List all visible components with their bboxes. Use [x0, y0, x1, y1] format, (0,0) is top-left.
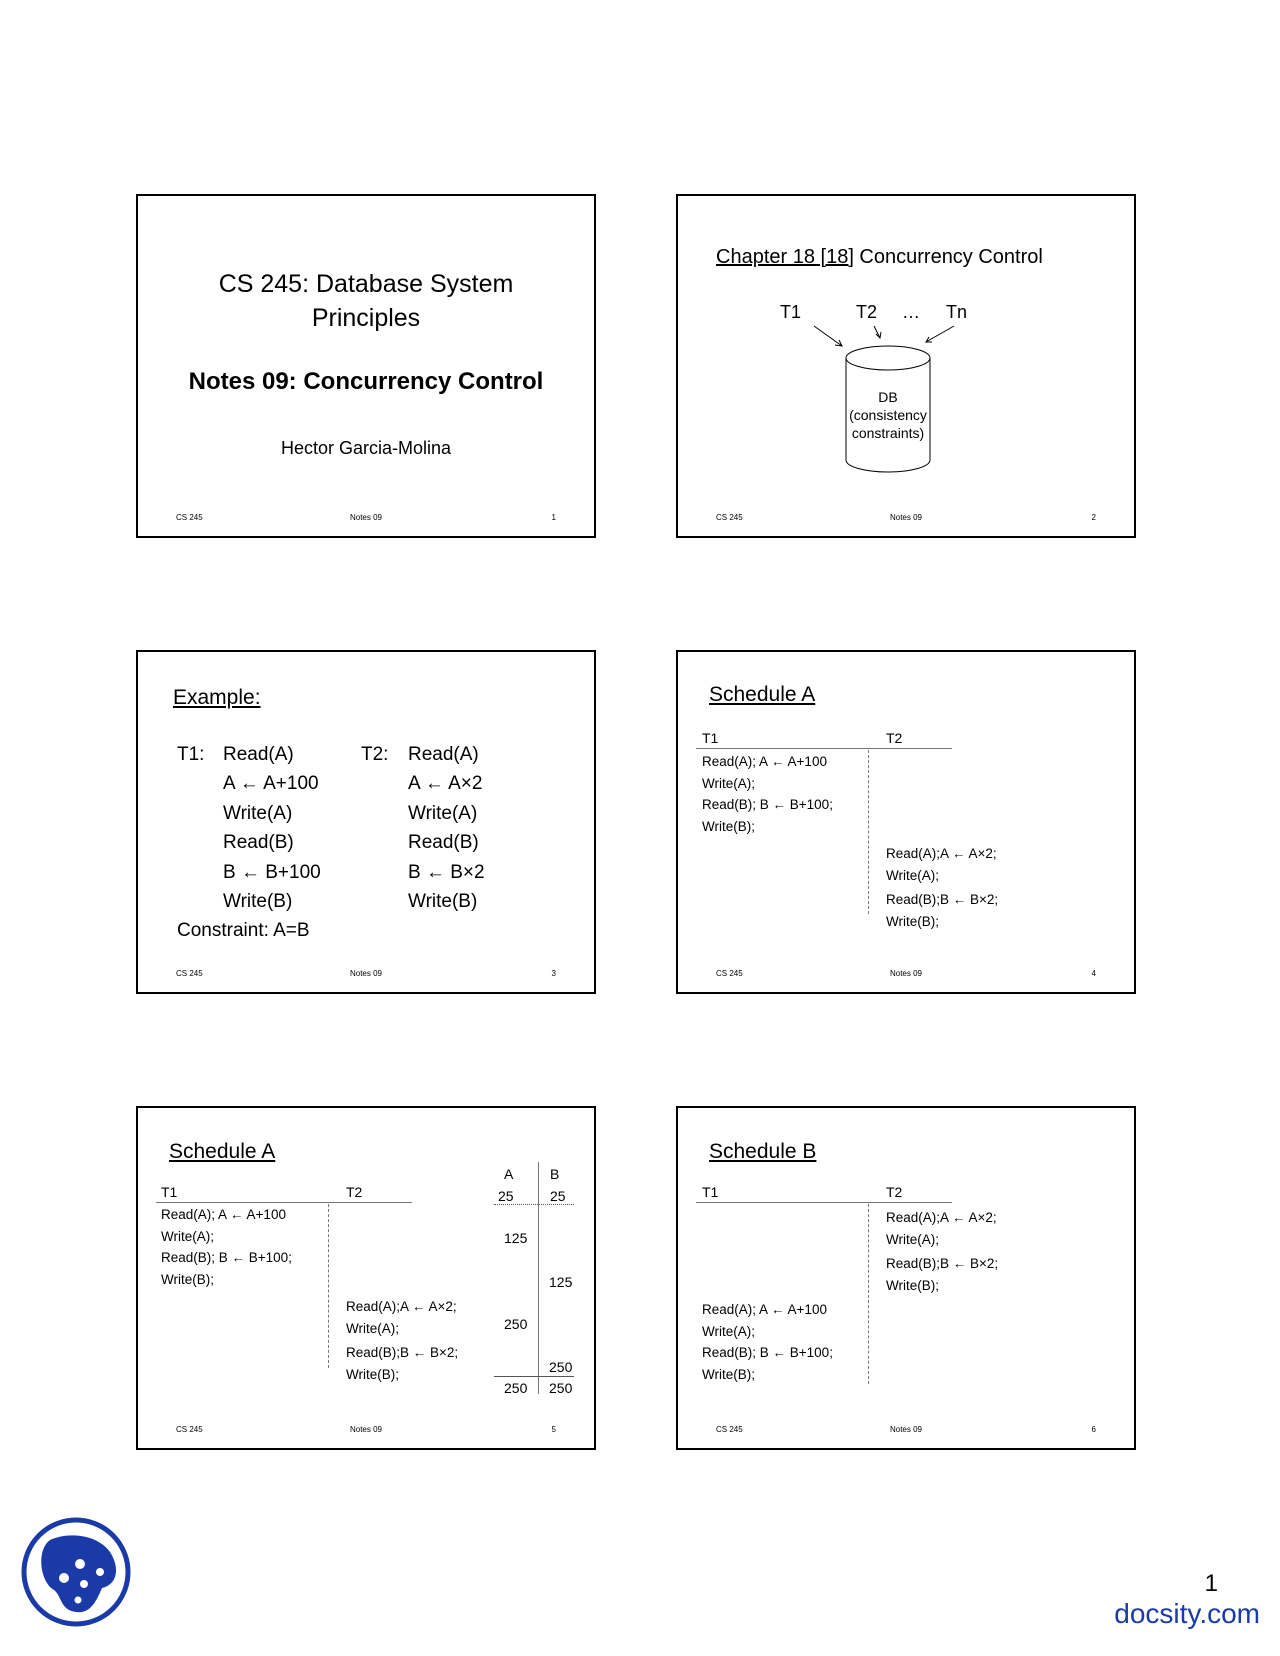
slide-5-final-b: 250	[549, 1380, 573, 1396]
slide-5-title: Schedule A	[169, 1140, 276, 1163]
slide-3-t2-label: T2:	[361, 744, 389, 765]
slide-2-diagram	[678, 196, 1138, 540]
slide-3	[136, 650, 596, 994]
t2-op: Write(B);	[346, 1366, 399, 1382]
slide-5-footer-left: CS 245	[176, 1425, 203, 1434]
t2-op: Read(A);A ← A×2;	[886, 1210, 997, 1225]
slide-2-dots: …	[902, 302, 920, 322]
t2-op: Read(A);A ← A×2;	[346, 1299, 457, 1314]
slide-6-col-t1: T1	[702, 1184, 719, 1200]
slide-4-column-divider	[868, 750, 869, 914]
slide-2-tn: Tn	[946, 302, 968, 322]
slide-5-a-after-t1: 125	[504, 1230, 528, 1246]
t2-op: A ← A×2	[408, 773, 483, 795]
t2-op: Write(B);	[886, 1277, 939, 1293]
slide-1-footer-right: 1	[551, 513, 556, 522]
arrow-tn-icon	[926, 326, 954, 342]
slide-6-footer-center: Notes 09	[889, 1425, 923, 1434]
slide-2-t1: T1	[780, 302, 802, 322]
t1-op: Write(A);	[161, 1228, 214, 1244]
slide-3-t1-label: T1:	[177, 744, 205, 765]
slide-4-header-rule	[696, 748, 952, 749]
slide-1-subtitle: Notes 09: Concurrency Control	[188, 368, 544, 395]
slide-2-db-line1: DB	[878, 389, 898, 405]
slide-6-t2-ops	[886, 1207, 998, 1296]
slide-5-a-after-t2: 250	[504, 1316, 528, 1332]
t1-op: B ← B+100	[223, 861, 321, 883]
slide-2-db-line2: (consistency	[849, 407, 927, 423]
t1-op: Read(B); B ← B+100;	[702, 1345, 833, 1361]
t2-op: Read(B)	[408, 832, 479, 854]
slide-6-column-divider	[868, 1204, 869, 1384]
slide-5-column-divider	[328, 1204, 329, 1368]
slide-6	[676, 1106, 1136, 1450]
t1-op: Read(A); A ← A+100	[702, 754, 827, 769]
slide-3-title: Example:	[173, 686, 261, 709]
slide-5-init-a: 25	[498, 1188, 514, 1204]
slide-2-title-chapter: Chapter 18 [18]	[716, 246, 854, 268]
t1-op: Write(B)	[223, 891, 293, 913]
t2-op: Write(B)	[408, 891, 478, 913]
slide-2-db-line3: constraints)	[851, 425, 925, 441]
slide-1-title-line2: Principles	[311, 304, 421, 332]
t2-op: Read(B);B ← B×2;	[886, 1256, 999, 1272]
slide-5-final-a: 250	[504, 1380, 528, 1396]
t2-op: B ← B×2	[408, 861, 485, 883]
slide-5-t1-ops	[161, 1204, 292, 1290]
arrow-t2-icon	[874, 326, 881, 338]
t2-op: Read(A)	[408, 744, 479, 765]
slide-4-footer-center: Notes 09	[889, 969, 923, 978]
page-number: 1	[1204, 1570, 1218, 1597]
slide-6-t1-ops	[702, 1299, 833, 1385]
slide-5-final-rule	[494, 1376, 574, 1377]
t1-op: Read(A)	[223, 744, 294, 765]
slide-4	[676, 650, 1136, 994]
t1-op: Read(A); A ← A+100	[161, 1207, 286, 1222]
slide-5-footer-right: 5	[551, 1425, 556, 1434]
brand-name[interactable]: docsity.com	[1114, 1598, 1260, 1629]
slide-4-title: Schedule A	[709, 683, 816, 706]
slide-5-init-b: 25	[550, 1188, 566, 1204]
slide-3-constraint: Constraint: A=B	[177, 920, 310, 941]
slide-5-col-t2: T2	[346, 1184, 363, 1200]
t1-op: Read(A); A ← A+100	[702, 1302, 827, 1317]
slide-4-col-t1: T1	[702, 730, 719, 746]
slide-5	[136, 1106, 596, 1450]
slide-5-b-after-t1: 125	[549, 1274, 573, 1290]
slide-4-footer-left: CS 245	[716, 969, 743, 978]
slide-5-init-rule	[494, 1204, 574, 1205]
slide-2-footer-center: Notes 09	[889, 513, 923, 522]
t1-op: Write(A)	[223, 802, 293, 824]
t2-op: Write(A);	[886, 867, 939, 883]
t1-op: Write(A);	[702, 775, 755, 791]
t1-op: Read(B)	[223, 832, 294, 854]
arrow-t1-icon	[814, 326, 842, 346]
t2-op: Write(A);	[886, 1231, 939, 1247]
t2-op: Read(A);A ← A×2;	[886, 846, 997, 861]
slide-2-title-rest: Concurrency Control	[853, 246, 1043, 268]
slide-5-header-rule	[156, 1202, 412, 1203]
slide-5-t2-ops	[346, 1296, 458, 1385]
t1-op: A ← A+100	[223, 773, 319, 795]
t2-op: Read(B);B ← B×2;	[346, 1345, 459, 1361]
slide-1-title-line1: CS 245: Database System	[218, 270, 514, 298]
slide-6-title: Schedule B	[709, 1140, 817, 1163]
t2-op: Read(B);B ← B×2;	[886, 892, 999, 908]
slide-6-col-t2: T2	[886, 1184, 903, 1200]
slide-4-t2-ops	[886, 843, 998, 932]
slide-3-footer-left: CS 245	[176, 969, 203, 978]
t1-op: Read(B); B ← B+100;	[702, 797, 833, 813]
slide-1-footer-left: CS 245	[176, 513, 203, 522]
slide-4-col-t2: T2	[886, 730, 903, 746]
slide-3-footer-center: Notes 09	[349, 969, 383, 978]
t1-op: Write(A);	[702, 1323, 755, 1339]
slide-3-footer-right: 3	[551, 969, 556, 978]
slide-6-footer-right: 6	[1091, 1425, 1096, 1434]
t1-op: Write(B);	[702, 1366, 755, 1382]
slide-3-t1-ops	[223, 740, 321, 916]
slide-2-footer-right: 2	[1091, 513, 1096, 522]
slide-4-footer-right: 4	[1091, 969, 1096, 978]
slide-5-col-t1: T1	[161, 1184, 178, 1200]
slide-2	[676, 194, 1136, 538]
slide-1-footer-center: Notes 09	[349, 513, 383, 522]
slide-3-t2-ops	[408, 740, 485, 916]
slide-4-t1-ops	[702, 751, 833, 837]
slide-5-b-after-t2: 250	[549, 1359, 573, 1375]
t1-op: Write(B);	[161, 1271, 214, 1287]
t1-op: Write(B);	[702, 818, 755, 834]
slide-5-col-a: A	[504, 1166, 514, 1182]
docsity-logo-icon[interactable]	[20, 1516, 132, 1628]
slide-6-footer-left: CS 245	[716, 1425, 743, 1434]
slide-5-col-b: B	[550, 1166, 560, 1182]
t2-op: Write(B);	[886, 913, 939, 929]
slide-1-author: Hector Garcia-Molina	[280, 438, 452, 458]
slide-1	[136, 194, 596, 538]
t1-op: Read(B); B ← B+100;	[161, 1250, 292, 1266]
slide-5-ab-divider	[538, 1162, 539, 1394]
slide-5-footer-center: Notes 09	[349, 1425, 383, 1434]
t2-op: Write(A);	[346, 1320, 399, 1336]
slide-6-header-rule	[696, 1202, 952, 1203]
slide-2-footer-left: CS 245	[716, 513, 743, 522]
slide-2-t2: T2	[856, 302, 878, 322]
t2-op: Write(A)	[408, 802, 478, 824]
